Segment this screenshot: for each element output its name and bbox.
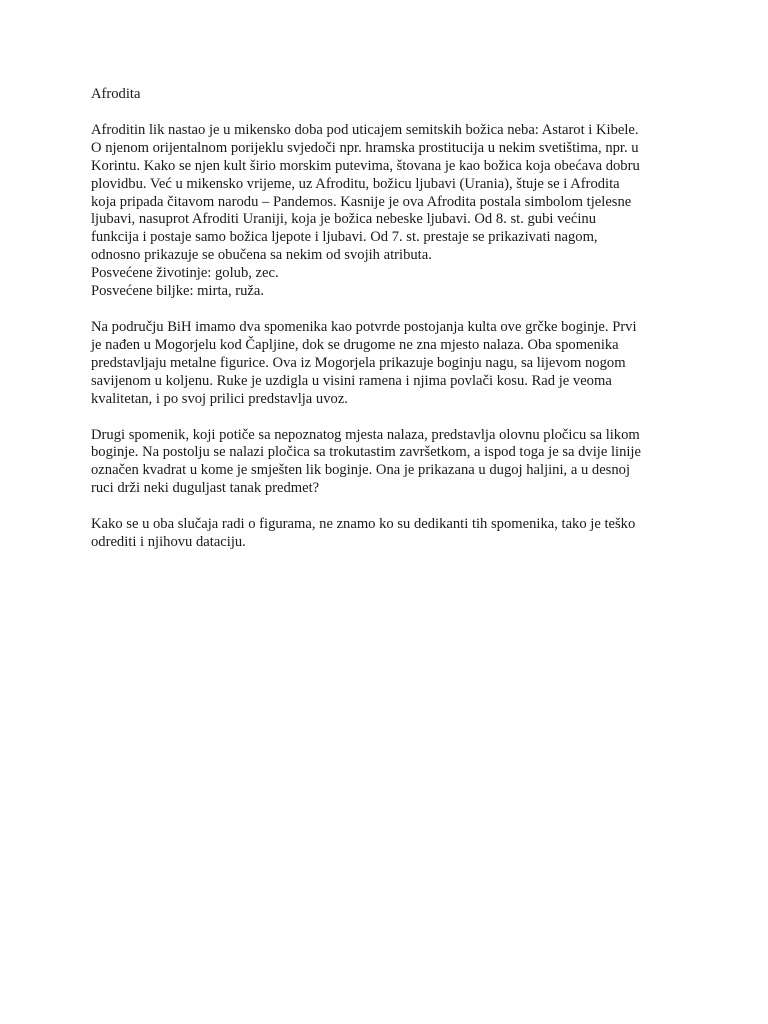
text-line: kvalitetan, i po svoj prilici predstavlja uvoz. bbox=[91, 390, 348, 407]
text-line: Korintu. Kako se njen kult širio morskim putevima, štovana je kao božica koja obećava dobru bbox=[91, 157, 640, 174]
text-line: Afroditin lik nastao je u mikensko doba pod uticajem semitskih božica neba: Astarot i Kibele. bbox=[91, 121, 639, 138]
document-title: Afrodita bbox=[91, 86, 141, 102]
text-line: O njenom orijentalnom porijeklu svjedoči npr. hramska prostitucija u nekim svetištima, npr. u bbox=[91, 139, 639, 156]
paragraph-2 bbox=[91, 319, 691, 409]
text-line: funkcija i postaje samo božica ljepote i ljubavi. Od 7. st. prestaje se prikazivati nagom, bbox=[91, 229, 598, 246]
text-line: označen kvadrat u kome je smješten lik boginje. Ona je prikazana u dugoj haljini, a u desnoj bbox=[91, 462, 630, 479]
paragraph-1 bbox=[91, 122, 691, 301]
text-line: koja pripada čitavom narodu – Pandemos. Kasnije je ova Afrodita postala simbolom tjelesne bbox=[91, 193, 632, 210]
text-line: ljubavi, nasuprot Afroditi Uraniji, koja je božica nebeske ljubavi. Od 8. st. gubi većinu bbox=[91, 211, 596, 228]
text-line: plovidbu. Već u mikensko vrijeme, uz Afroditu, božicu ljubavi (Urania), štuje se i Afrodita bbox=[91, 175, 620, 192]
text-line: je nađen u Mogorjelu kod Čapljine, dok se drugome ne zna mjesto nalaza. Oba spomenika bbox=[91, 336, 619, 353]
text-line: odnosno prikazuje se obučena sa nekim od svojih atributa. bbox=[91, 247, 432, 264]
paragraph-4 bbox=[91, 516, 691, 552]
text-line: Kako se u oba slučaja radi o figurama, ne znamo ko su dedikanti tih spomenika, tako je teško bbox=[91, 516, 636, 533]
text-line: Drugi spomenik, koji potiče sa nepoznatog mjesta nalaza, predstavlja olovnu pločicu sa likom bbox=[91, 426, 640, 443]
text-line: boginje. Na postolju se nalazi pločica sa trokutastim završetkom, a ispod toga je sa dvije linije bbox=[91, 444, 641, 461]
text-line: Posvećene životinje: golub, zec. bbox=[91, 265, 279, 282]
document-page bbox=[91, 86, 691, 570]
text-line: Posvećene biljke: mirta, ruža. bbox=[91, 283, 265, 300]
text-line: predstavljaju metalne figurice. Ova iz Mogorjela prikazuje boginju nagu, sa lijevom nogom bbox=[91, 354, 626, 371]
text-line: savijenom u koljenu. Ruke je uzdigla u visini ramena i njima povlači kosu. Rad je veoma bbox=[91, 372, 612, 389]
paragraph-3 bbox=[91, 427, 691, 499]
text-line: Na području BiH imamo dva spomenika kao potvrde postojanja kulta ove grčke boginje. Prvi bbox=[91, 318, 637, 335]
text-line: odrediti i njihovu dataciju. bbox=[91, 534, 246, 551]
text-line: ruci drži neki duguljast tanak predmet? bbox=[91, 480, 320, 497]
